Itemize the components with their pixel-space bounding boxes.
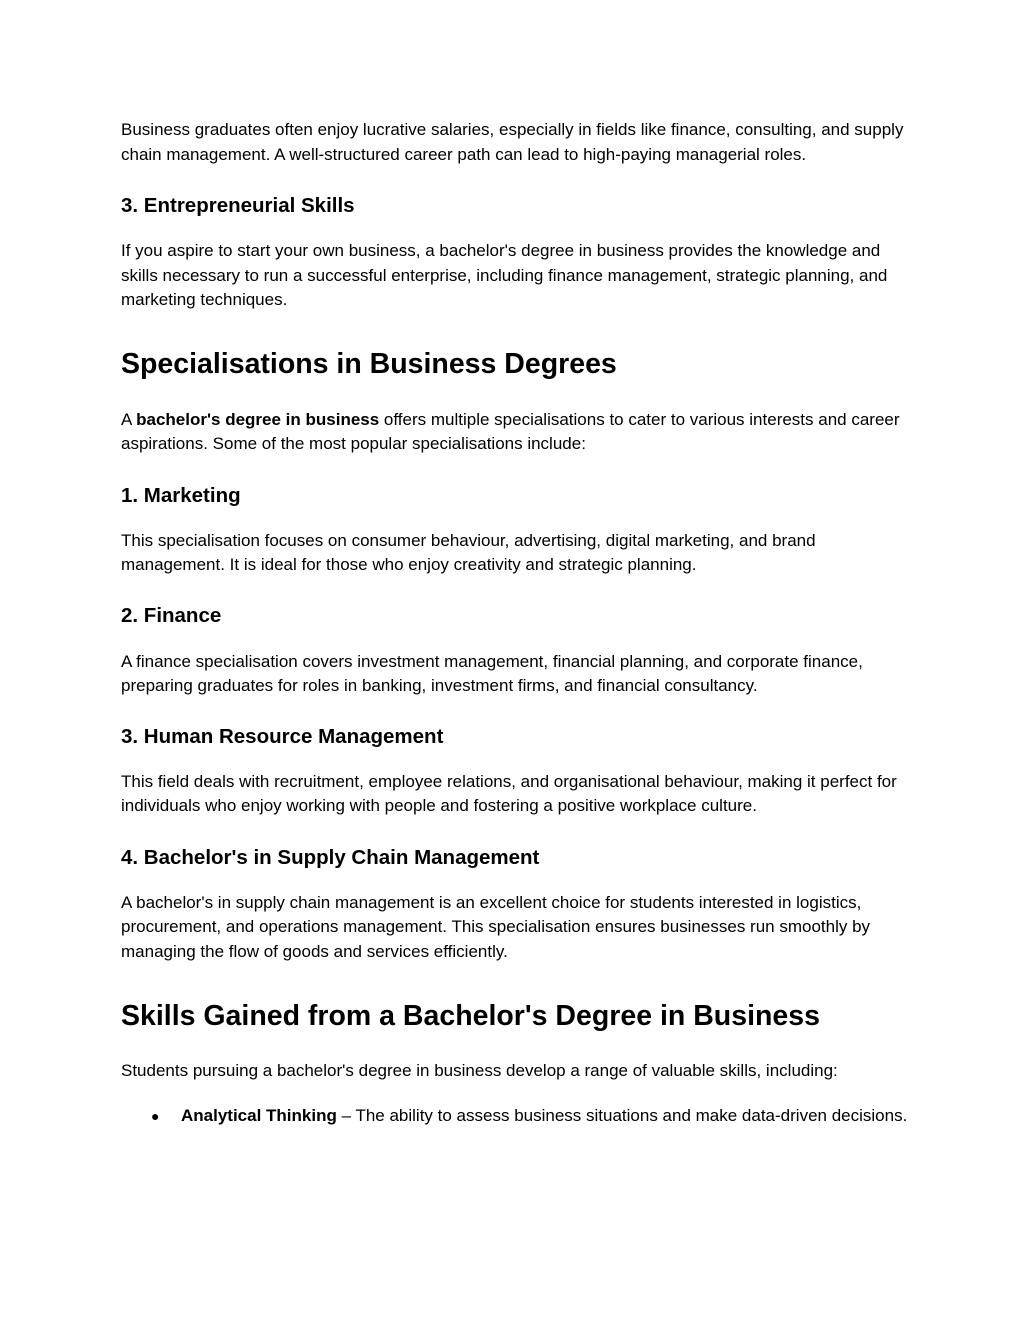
specialisations-intro-paragraph bbox=[121, 408, 911, 457]
skills-intro-paragraph: Students pursuing a bachelor's degree in business develop a range of valuable skills, including: bbox=[121, 1061, 838, 1080]
bullet-icon: ● bbox=[151, 1107, 160, 1124]
supply-chain-heading: 4. Bachelor's in Supply Chain Management bbox=[121, 845, 540, 869]
skill-description: – The ability to assess business situations and make data-driven decisions. bbox=[336, 1105, 908, 1125]
document-body bbox=[121, 118, 911, 1128]
human-resource-heading: 3. Human Resource Management bbox=[121, 724, 444, 748]
supply-chain-paragraph: A bachelor's in supply chain management is an excellent choice for students interested in logistics, procurement, and operations management. This specialisation ensures businesses run smoothly by managing the flow of goods and services efficiently. bbox=[121, 892, 871, 961]
specialisations-intro-prefix: A bbox=[121, 409, 137, 429]
entrepreneurial-skills-heading: 3. Entrepreneurial Skills bbox=[121, 194, 355, 217]
specialisations-intro-bold: bachelor's degree in business bbox=[136, 409, 380, 429]
intro-paragraph: Business graduates often enjoy lucrative salaries, especially in fields like finance, consulting, and supply chain management. A well-structured career path can lead to high-paying managerial roles. bbox=[121, 120, 904, 164]
marketing-heading: 1. Marketing bbox=[121, 483, 241, 507]
specialisations-heading: Specialisations in Business Degrees bbox=[121, 347, 617, 380]
skill-term: Analytical Thinking bbox=[181, 1105, 337, 1125]
skills-heading: Skills Gained from a Bachelor's Degree in Business bbox=[121, 1000, 820, 1032]
list-item bbox=[121, 1104, 911, 1129]
human-resource-paragraph: This field deals with recruitment, employee relations, and organisational behaviour, making it perfect for individuals who enjoy working with people and fostering a positive workplace culture. bbox=[121, 771, 897, 815]
skills-list bbox=[121, 1104, 911, 1129]
marketing-paragraph: This specialisation focuses on consumer behaviour, advertising, digital marketing, and brand management. It is ideal for those who enjoy creativity and strategic planning. bbox=[121, 530, 816, 574]
finance-heading: 2. Finance bbox=[121, 603, 222, 627]
specialisations-intro-suffix: offers multiple specialisations to cater to various interests and career aspirations. Some of the most popular specialisations include: bbox=[121, 409, 900, 453]
finance-paragraph: A finance specialisation covers investment management, financial planning, and corporate finance, preparing graduates for roles in banking, investment firms, and financial consultancy. bbox=[121, 651, 863, 695]
entrepreneurial-skills-paragraph: If you aspire to start your own business, a bachelor's degree in business provides the knowledge and skills necessary to run a successful enterprise, including finance management, strategic planning, and marketing techniques. bbox=[121, 241, 888, 309]
